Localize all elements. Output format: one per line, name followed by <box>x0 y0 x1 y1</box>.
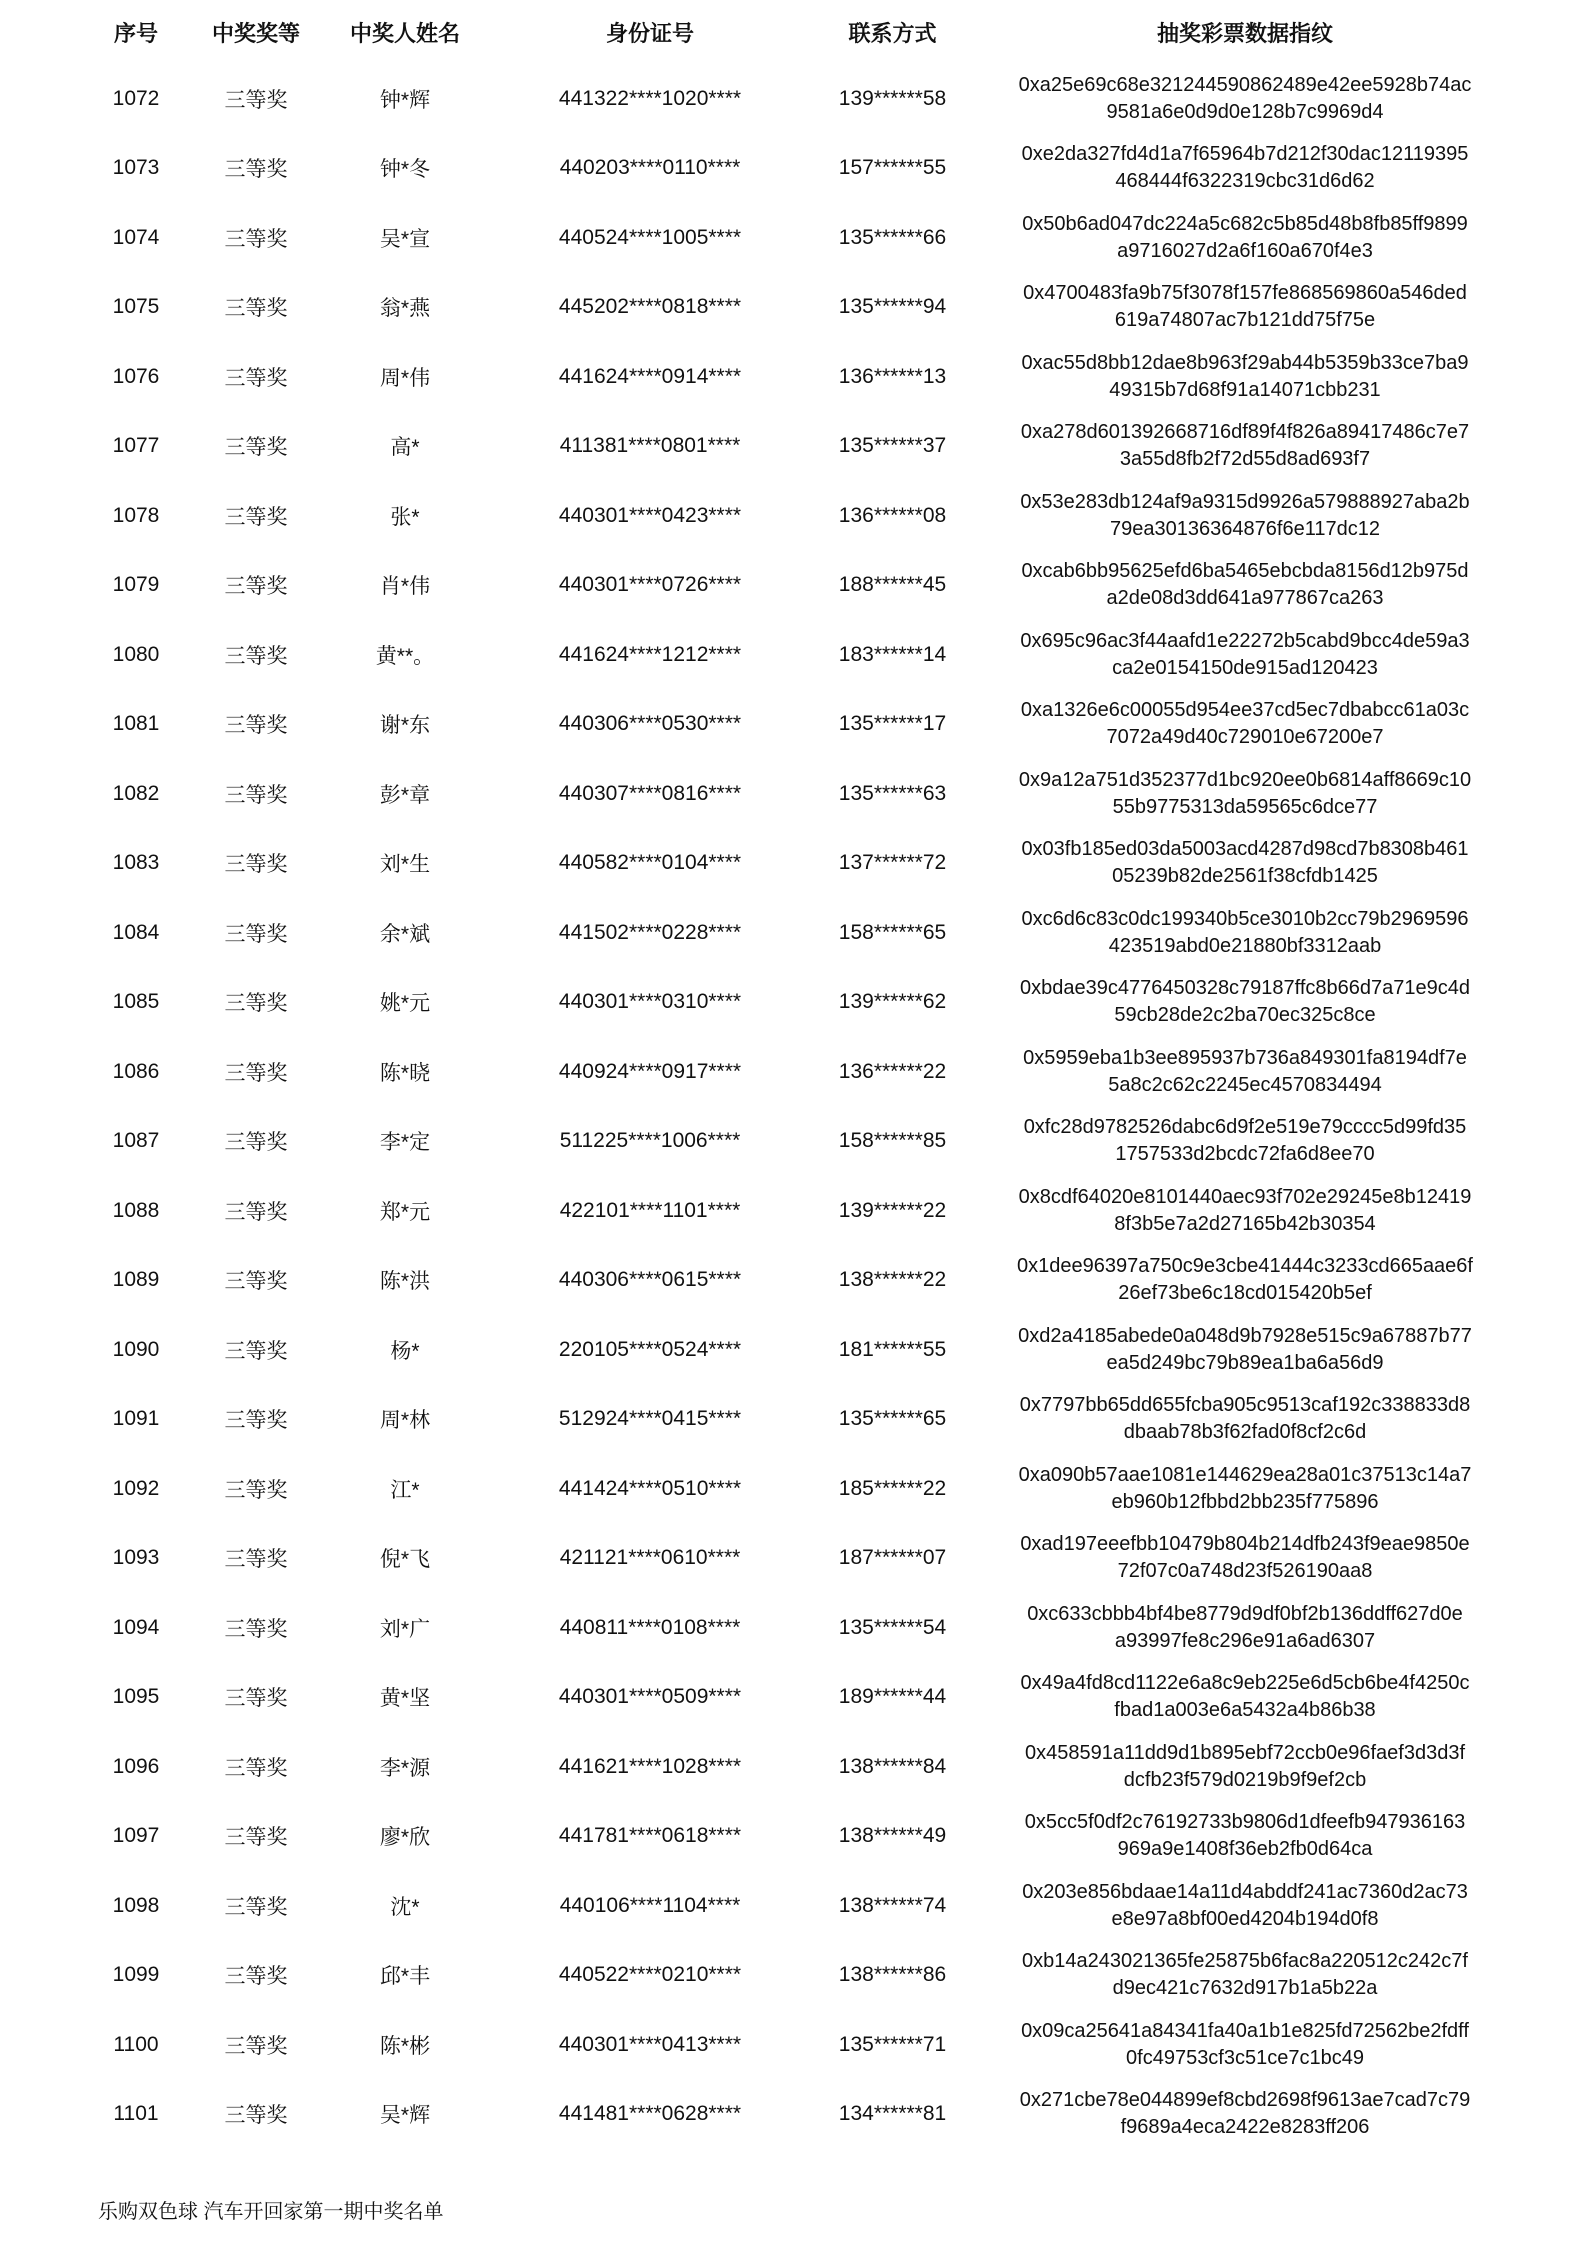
ticket-fingerprint <box>995 558 1495 612</box>
table-row <box>60 620 1586 690</box>
id-number: 441322****1020**** <box>558 86 742 110</box>
fingerprint-line1: 0x50b6ad047dc224a5c682c5b85d48b8fb85ff9899 <box>1022 212 1468 235</box>
table-row <box>60 829 1586 899</box>
serial-number: 1090 <box>112 1337 160 1361</box>
fingerprint-line2: 3a55d8fb2f72d55d8ad693f7 <box>1119 448 1371 471</box>
serial-number: 1074 <box>112 225 160 249</box>
id-number: 440301****0726**** <box>558 573 742 597</box>
table-row <box>60 1176 1586 1246</box>
winner-name: 钟*冬 <box>379 158 431 182</box>
id-number: 411381****0801**** <box>559 434 741 458</box>
table-row <box>60 968 1586 1038</box>
contact-phone: 189******44 <box>838 1685 947 1709</box>
prize-level: 三等奖 <box>224 227 288 251</box>
table-row <box>60 2010 1586 2080</box>
table-row <box>60 1593 1586 1663</box>
serial-number: 1100 <box>113 2032 159 2056</box>
ticket-fingerprint <box>995 1253 1495 1307</box>
contact-phone: 138******74 <box>838 1893 947 1917</box>
serial-number: 1092 <box>112 1476 160 1500</box>
prize-level: 三等奖 <box>224 88 288 112</box>
header-winner-name: 中奖人姓名 <box>349 20 460 46</box>
contact-phone: 138******86 <box>838 1963 947 1987</box>
id-number: 440582****0104**** <box>558 851 742 875</box>
fingerprint-line1: 0x4700483fa9b75f3078f157fe868569860a546ded <box>1023 282 1467 305</box>
id-number: 441624****1212**** <box>558 642 742 666</box>
fingerprint-line1: 0x03fb185ed03da5003acd4287d98cd7b8308b461 <box>1021 838 1469 861</box>
fingerprint-line2: 1757533d2bcdc72fa6d8ee70 <box>1115 1143 1375 1166</box>
table-row <box>60 759 1586 829</box>
fingerprint-line1: 0x695c96ac3f44aafd1e22272b5cabd9bcc4de59a3 <box>1020 629 1470 652</box>
ticket-fingerprint <box>995 2087 1495 2141</box>
id-number: 421121****0610**** <box>559 1546 741 1570</box>
prize-level: 三等奖 <box>224 992 288 1016</box>
fingerprint-line1: 0x7797bb65dd655fcba905c9513caf192c338833d8 <box>1019 1394 1471 1417</box>
winner-name: 彭*章 <box>379 783 431 807</box>
fingerprint-line2: 0fc49753cf3c51ce7c1bc49 <box>1126 2046 1364 2069</box>
id-number: 441624****0914**** <box>558 364 742 388</box>
prize-level: 三等奖 <box>224 644 288 668</box>
winner-name: 沈* <box>390 1895 420 1919</box>
fingerprint-line1: 0x458591a11dd9d1b895ebf72ccb0e96faef3d3d3f <box>1024 1741 1466 1764</box>
winner-name: 江* <box>390 1478 420 1502</box>
ticket-fingerprint <box>995 1670 1495 1724</box>
fingerprint-line2: a9716027d2a6f160a670f4e3 <box>1117 239 1373 262</box>
fingerprint-line1: 0xa1326e6c00055d954ee37cd5ec7dbabcc61a03c <box>1020 699 1470 722</box>
fingerprint-line2: 59cb28de2c2ba70ec325c8ce <box>1114 1004 1376 1027</box>
table-row <box>60 1037 1586 1107</box>
serial-number: 1083 <box>112 851 160 875</box>
contact-phone: 138******49 <box>838 1824 947 1848</box>
contact-phone: 157******55 <box>838 156 947 180</box>
fingerprint-line2: 619a74807ac7b121dd75f75e <box>1114 309 1376 332</box>
table-row <box>60 1246 1586 1316</box>
serial-number: 1098 <box>112 1893 160 1917</box>
prize-level: 三等奖 <box>224 505 288 529</box>
ticket-fingerprint <box>995 1114 1495 1168</box>
table-row <box>60 898 1586 968</box>
serial-number: 1081 <box>112 712 160 736</box>
table-row <box>60 412 1586 482</box>
fingerprint-line2: 9581a6e0d9d0e128b7c9969d4 <box>1106 100 1384 123</box>
table-row <box>60 1663 1586 1733</box>
ticket-fingerprint <box>995 1740 1495 1794</box>
table-row <box>60 1454 1586 1524</box>
fingerprint-line1: 0xac55d8bb12dae8b963f29ab44b5359b33ce7ba9 <box>1021 351 1469 374</box>
winner-name: 邱*丰 <box>379 1965 431 1989</box>
winner-name: 钟*辉 <box>379 88 431 112</box>
table-row <box>60 342 1586 412</box>
contact-phone: 136******13 <box>838 364 947 388</box>
fingerprint-line2: dbaab78b3f62fad0f8cf2c6d <box>1123 1421 1367 1444</box>
table-row <box>60 1107 1586 1177</box>
ticket-fingerprint <box>995 2018 1495 2072</box>
table-row <box>60 1524 1586 1594</box>
id-number: 440301****0423**** <box>558 503 742 527</box>
winner-name: 黄*坚 <box>379 1687 431 1711</box>
fingerprint-line2: 55b9775313da59565c6dce77 <box>1112 795 1378 818</box>
fingerprint-line1: 0x49a4fd8cd1122e6a8c9eb225e6d5cb6be4f4250c <box>1020 1672 1470 1695</box>
prize-level: 三等奖 <box>224 1478 288 1502</box>
table-header-row <box>60 0 1586 64</box>
prize-level: 三等奖 <box>224 1895 288 1919</box>
prize-level: 三等奖 <box>224 366 288 390</box>
prize-level: 三等奖 <box>224 922 288 946</box>
id-number: 220105****0524**** <box>558 1337 742 1361</box>
contact-phone: 135******94 <box>838 295 947 319</box>
fingerprint-line2: 05239b82de2561f38cfdb1425 <box>1112 865 1378 888</box>
contact-phone: 185******22 <box>838 1476 947 1500</box>
id-number: 440106****1104**** <box>559 1893 741 1917</box>
fingerprint-line1: 0x5959eba1b3ee895937b736a849301fa8194df7e <box>1023 1046 1467 1069</box>
winner-name: 李*源 <box>379 1756 431 1780</box>
ticket-fingerprint <box>995 489 1495 543</box>
id-number: 441481****0628**** <box>558 2102 742 2126</box>
table-row <box>60 1802 1586 1872</box>
ticket-fingerprint <box>995 697 1495 751</box>
ticket-fingerprint <box>995 141 1495 195</box>
ticket-fingerprint <box>995 419 1495 473</box>
prize-level: 三等奖 <box>224 158 288 182</box>
serial-number: 1091 <box>112 1407 160 1431</box>
fingerprint-line1: 0x5cc5f0df2c76192733b9806d1dfeefb947936163 <box>1024 1811 1466 1834</box>
prize-level: 三等奖 <box>224 714 288 738</box>
ticket-fingerprint <box>995 1184 1495 1238</box>
fingerprint-line2: 26ef73be6c18cd015420b5ef <box>1118 1282 1372 1305</box>
serial-number: 1072 <box>112 86 160 110</box>
contact-phone: 135******71 <box>838 2032 947 2056</box>
table-row <box>60 273 1586 343</box>
ticket-fingerprint <box>995 211 1495 265</box>
fingerprint-line1: 0xe2da327fd4d1a7f65964b7d212f30dac12119395 <box>1021 143 1469 166</box>
fingerprint-line1: 0x271cbe78e044899ef8cbd2698f9613ae7cad7c79 <box>1019 2089 1471 2112</box>
contact-phone: 139******58 <box>838 86 947 110</box>
contact-phone: 135******17 <box>838 712 947 736</box>
prize-level: 三等奖 <box>224 2034 288 2058</box>
table-row <box>60 1732 1586 1802</box>
fingerprint-line2: ca2e0154150de915ad120423 <box>1112 656 1378 679</box>
prize-level: 三等奖 <box>224 575 288 599</box>
id-number: 441424****0510**** <box>558 1476 742 1500</box>
winner-name: 刘*广 <box>379 1617 431 1641</box>
ticket-fingerprint <box>995 1879 1495 1933</box>
id-number: 440522****0210**** <box>558 1963 742 1987</box>
fingerprint-line2: d9ec421c7632d917b1a5b22a <box>1112 1977 1378 2000</box>
id-number: 440301****0310**** <box>558 990 742 1014</box>
table-row <box>60 1315 1586 1385</box>
id-number: 440203****0110**** <box>559 156 741 180</box>
fingerprint-line1: 0x1dee96397a750c9e3cbe41444c3233cd665aae6f <box>1017 1255 1473 1278</box>
serial-number: 1101 <box>113 2102 159 2126</box>
table-body <box>60 64 1586 2149</box>
contact-phone: 158******85 <box>838 1129 947 1153</box>
id-number: 511225****1006**** <box>559 1129 741 1153</box>
id-number: 440306****0615**** <box>558 1268 742 1292</box>
contact-phone: 137******72 <box>838 851 947 875</box>
fingerprint-line1: 0xbdae39c4776450328c79187ffc8b66d7a71e9c4d <box>1019 977 1471 1000</box>
contact-phone: 183******14 <box>838 642 947 666</box>
header-serial-number: 序号 <box>113 20 158 46</box>
winner-name: 杨* <box>390 1339 420 1363</box>
contact-phone: 135******65 <box>838 1407 947 1431</box>
fingerprint-line1: 0xcab6bb95625efd6ba5465ebcbda8156d12b975d <box>1021 560 1469 583</box>
table-row <box>60 134 1586 204</box>
ticket-fingerprint <box>995 1392 1495 1446</box>
serial-number: 1077 <box>112 434 160 458</box>
serial-number: 1073 <box>112 156 160 180</box>
ticket-fingerprint <box>995 1323 1495 1377</box>
id-number: 440524****1005**** <box>558 225 742 249</box>
winner-name: 陈*洪 <box>379 1270 431 1294</box>
winner-name: 廖*欣 <box>379 1826 431 1850</box>
fingerprint-line2: a2de08d3dd641a977867ca263 <box>1106 587 1384 610</box>
winner-name: 吴*宣 <box>379 227 431 251</box>
contact-phone: 136******22 <box>838 1059 947 1083</box>
header-contact: 联系方式 <box>848 20 937 46</box>
prize-level: 三等奖 <box>224 1687 288 1711</box>
winner-name: 吴*辉 <box>379 2104 431 2128</box>
ticket-fingerprint <box>995 280 1495 334</box>
prize-level: 三等奖 <box>224 1131 288 1155</box>
ticket-fingerprint <box>995 1809 1495 1863</box>
serial-number: 1075 <box>112 295 160 319</box>
serial-number: 1085 <box>112 990 160 1014</box>
ticket-fingerprint <box>995 767 1495 821</box>
fingerprint-line1: 0x203e856bdaae14a11d4abddf241ac7360d2ac73 <box>1022 1880 1468 1903</box>
contact-phone: 135******63 <box>838 781 947 805</box>
serial-number: 1099 <box>112 1963 160 1987</box>
fingerprint-line2: dcfb23f579d0219b9f9ef2cb <box>1123 1768 1367 1791</box>
serial-number: 1082 <box>112 781 160 805</box>
fingerprint-line2: 72f07c0a748d23f526190aa8 <box>1117 1560 1373 1583</box>
contact-phone: 187******07 <box>838 1546 947 1570</box>
fingerprint-line1: 0xb14a243021365fe25875b6fac8a220512c242c7f <box>1022 1950 1468 1973</box>
id-number: 440306****0530**** <box>558 712 742 736</box>
contact-phone: 188******45 <box>838 573 947 597</box>
serial-number: 1079 <box>112 573 160 597</box>
contact-phone: 138******84 <box>838 1754 947 1778</box>
ticket-fingerprint <box>995 1462 1495 1516</box>
id-number: 440301****0509**** <box>558 1685 742 1709</box>
fingerprint-line1: 0x8cdf64020e8101440aec93f702e29245e8b12419 <box>1018 1185 1472 1208</box>
fingerprint-line1: 0xa278d601392668716df89f4f826a89417486c7e7 <box>1020 421 1470 444</box>
prize-level: 三等奖 <box>224 1965 288 1989</box>
table-row <box>60 481 1586 551</box>
table-row <box>60 2080 1586 2150</box>
serial-number: 1087 <box>112 1129 160 1153</box>
serial-number: 1088 <box>112 1198 160 1222</box>
contact-phone: 181******55 <box>838 1337 947 1361</box>
fingerprint-line2: 7072a49d40c729010e67200e7 <box>1106 726 1384 749</box>
winner-name: 倪*飞 <box>379 1548 431 1572</box>
header-prize-level: 中奖奖等 <box>212 20 301 46</box>
serial-number: 1089 <box>112 1268 160 1292</box>
serial-number: 1094 <box>112 1615 160 1639</box>
prize-level: 三等奖 <box>224 1756 288 1780</box>
fingerprint-line1: 0xfc28d9782526dabc6d9f2e519e79cccc5d99fd35 <box>1023 1116 1467 1139</box>
fingerprint-line1: 0x9a12a751d352377d1bc920ee0b6814aff8669c10 <box>1018 768 1472 791</box>
table-row <box>60 551 1586 621</box>
prize-level: 三等奖 <box>224 1339 288 1363</box>
id-number: 441502****0228**** <box>558 920 742 944</box>
table-row <box>60 1871 1586 1941</box>
fingerprint-line2: 79ea30136364876f6e117dc12 <box>1110 517 1380 540</box>
ticket-fingerprint <box>995 1045 1495 1099</box>
winner-name: 黄**。 <box>375 644 435 668</box>
fingerprint-line1: 0xa090b57aae1081e144629ea28a01c37513c14a7 <box>1018 1463 1472 1486</box>
ticket-fingerprint <box>995 350 1495 404</box>
serial-number: 1078 <box>112 503 160 527</box>
winner-name: 陈*彬 <box>379 2034 431 2058</box>
prize-level: 三等奖 <box>224 783 288 807</box>
id-number: 440811****0108**** <box>559 1615 741 1639</box>
table-row <box>60 1941 1586 2011</box>
ticket-fingerprint <box>995 628 1495 682</box>
id-number: 441781****0618**** <box>558 1824 742 1848</box>
header-id-number: 身份证号 <box>605 20 694 46</box>
fingerprint-line1: 0xad197eeefbb10479b804b214dfb243f9eae9850e <box>1020 1533 1470 1556</box>
ticket-fingerprint <box>995 836 1495 890</box>
winner-name: 周*伟 <box>379 366 431 390</box>
prize-level: 三等奖 <box>224 1061 288 1085</box>
winner-name: 翁*燕 <box>379 297 431 321</box>
winner-name: 姚*元 <box>379 992 431 1016</box>
fingerprint-line2: fbad1a003e6a5432a4b86b38 <box>1114 1699 1376 1722</box>
prize-level: 三等奖 <box>224 1548 288 1572</box>
id-number: 422101****1101**** <box>559 1198 741 1222</box>
ticket-fingerprint <box>995 72 1495 126</box>
fingerprint-line2: a93997fe8c296e91a6ad6307 <box>1114 1629 1376 1652</box>
fingerprint-line1: 0xc633cbbb4bf4be8779d9df0bf2b136ddff627d0e <box>1027 1602 1463 1625</box>
winner-name: 余*斌 <box>379 922 431 946</box>
fingerprint-line1: 0xd2a4185abede0a048d9b7928e515c9a67887b77 <box>1018 1324 1472 1347</box>
contact-phone: 136******08 <box>838 503 947 527</box>
serial-number: 1096 <box>112 1754 160 1778</box>
serial-number: 1076 <box>112 364 160 388</box>
fingerprint-line2: 423519abd0e21880bf3312aab <box>1108 934 1382 957</box>
prize-level: 三等奖 <box>224 1270 288 1294</box>
ticket-fingerprint <box>995 906 1495 960</box>
ticket-fingerprint <box>995 1531 1495 1585</box>
prize-level: 三等奖 <box>224 1617 288 1641</box>
serial-number: 1086 <box>112 1059 160 1083</box>
winner-name: 李*定 <box>379 1131 431 1155</box>
serial-number: 1095 <box>112 1685 160 1709</box>
prize-level: 三等奖 <box>224 297 288 321</box>
id-number: 440307****0816**** <box>558 781 742 805</box>
page-footer: 乐购双色球 汽车开回家第一期中奖名单 <box>98 2201 444 2223</box>
winner-name: 肖*伟 <box>379 575 431 599</box>
fingerprint-line2: e8e97a8bf00ed4204b194d0f8 <box>1111 1907 1379 1930</box>
table-row <box>60 690 1586 760</box>
fingerprint-line2: 5a8c2c62c2245ec4570834494 <box>1108 1073 1382 1096</box>
contact-phone: 135******37 <box>838 434 947 458</box>
winner-name: 张* <box>390 505 420 529</box>
fingerprint-line2: 468444f6322319cbc31d6d62 <box>1115 170 1375 193</box>
serial-number: 1084 <box>112 920 160 944</box>
fingerprint-line2: ea5d249bc79b89ea1ba6a56d9 <box>1106 1351 1384 1374</box>
prize-level: 三等奖 <box>224 1409 288 1433</box>
contact-phone: 135******66 <box>838 225 947 249</box>
fingerprint-line2: 969a9e1408f36eb2fb0d64ca <box>1117 1838 1373 1861</box>
contact-phone: 138******22 <box>838 1268 947 1292</box>
id-number: 441621****1028**** <box>558 1754 742 1778</box>
fingerprint-line2: eb960b12fbbd2bb235f775896 <box>1111 1490 1379 1513</box>
contact-phone: 158******65 <box>838 920 947 944</box>
table-row <box>60 1385 1586 1455</box>
prize-level: 三等奖 <box>224 1200 288 1224</box>
winner-name: 陈*晓 <box>379 1061 431 1085</box>
contact-phone: 139******22 <box>838 1198 947 1222</box>
fingerprint-line2: 49315b7d68f91a14071cbb231 <box>1109 378 1381 401</box>
winner-name: 高* <box>390 436 420 460</box>
ticket-fingerprint <box>995 1948 1495 2002</box>
id-number: 445202****0818**** <box>558 295 742 319</box>
prize-level: 三等奖 <box>224 2104 288 2128</box>
prize-level: 三等奖 <box>224 436 288 460</box>
fingerprint-line2: f9689a4eca2422e8283ff206 <box>1120 2116 1370 2139</box>
contact-phone: 139******62 <box>838 990 947 1014</box>
prize-level: 三等奖 <box>224 853 288 877</box>
winner-name: 郑*元 <box>379 1200 431 1224</box>
fingerprint-line2: 8f3b5e7a2d27165b42b30354 <box>1114 1212 1376 1235</box>
fingerprint-line1: 0x53e283db124af9a9315d9926a579888927aba2b <box>1020 490 1470 513</box>
table-row <box>60 203 1586 273</box>
winner-name: 谢*东 <box>379 714 431 738</box>
header-ticket-fingerprint: 抽奖彩票数据指纹 <box>1156 20 1333 46</box>
fingerprint-line1: 0xc6d6c83c0dc199340b5ce3010b2cc79b2969596 <box>1021 907 1469 930</box>
winner-name: 周*林 <box>379 1409 431 1433</box>
serial-number: 1097 <box>112 1824 160 1848</box>
serial-number: 1080 <box>112 642 160 666</box>
id-number: 512924****0415**** <box>558 1407 742 1431</box>
contact-phone: 135******54 <box>838 1615 947 1639</box>
id-number: 440301****0413**** <box>558 2032 742 2056</box>
contact-phone: 134******81 <box>838 2102 947 2126</box>
ticket-fingerprint <box>995 1601 1495 1655</box>
fingerprint-line1: 0xa25e69c68e321244590862489e42ee5928b74ac <box>1018 73 1472 96</box>
id-number: 440924****0917**** <box>558 1059 742 1083</box>
table-row <box>60 64 1586 134</box>
serial-number: 1093 <box>112 1546 160 1570</box>
winner-name: 刘*生 <box>379 853 431 877</box>
fingerprint-line1: 0x09ca25641a84341fa40a1b1e825fd72562be2fdff <box>1021 2019 1469 2042</box>
ticket-fingerprint <box>995 975 1495 1029</box>
prize-level: 三等奖 <box>224 1826 288 1850</box>
